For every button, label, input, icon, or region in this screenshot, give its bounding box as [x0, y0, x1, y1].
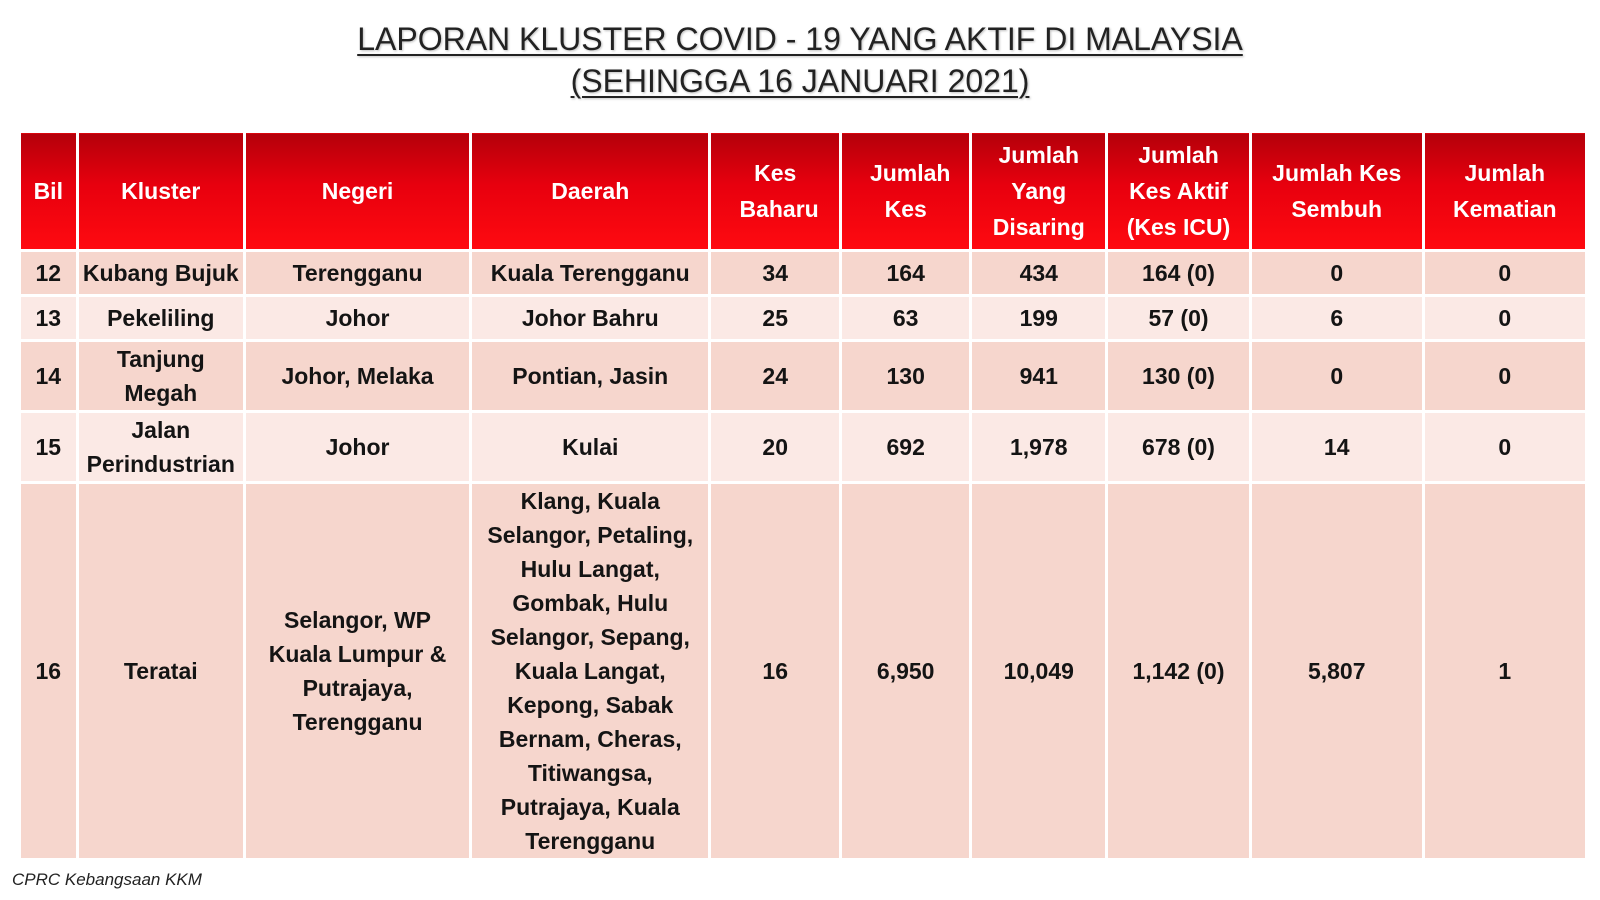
cell-jumlah-kes: 130: [840, 341, 970, 412]
cell-jumlah-aktif: 130 (0): [1107, 341, 1251, 412]
cell-bil: 14: [20, 341, 78, 412]
cell-jumlah-disaring: 1,978: [971, 412, 1107, 483]
cell-negeri: Johor: [245, 412, 471, 483]
cell-daerah: Klang, Kuala Selangor, Petaling, Hulu Langat, Gombak, Hulu Selangor, Sepang, Kuala Langat, Kepong, Sabak Bernam, Cheras, Titiwangsa, Putrajaya, Kuala Terengganu: [471, 483, 710, 860]
table-row: [20, 296, 1587, 341]
header-jumlah-kes: Jumlah Kes: [840, 132, 970, 251]
cell-daerah: Kulai: [471, 412, 710, 483]
cell-negeri: Johor: [245, 296, 471, 341]
cell-jumlah-sembuh: 6: [1250, 296, 1423, 341]
header-bil: Bil: [20, 132, 78, 251]
header-jumlah-sembuh: Jumlah Kes Sembuh: [1250, 132, 1423, 251]
cell-kes-baharu: 20: [710, 412, 840, 483]
cell-bil: 12: [20, 251, 78, 296]
cell-kluster: Teratai: [77, 483, 244, 860]
cluster-table: [18, 130, 1588, 861]
source-caption: CPRC Kebangsaan KKM: [12, 870, 202, 889]
cell-kes-baharu: 24: [710, 341, 840, 412]
header-jumlah-disaring: Jumlah Yang Disaring: [971, 132, 1107, 251]
header-daerah: Daerah: [471, 132, 710, 251]
cell-bil: 15: [20, 412, 78, 483]
cell-jumlah-kematian: 0: [1423, 341, 1586, 412]
report-title: [0, 18, 1600, 102]
cell-jumlah-kes: 6,950: [840, 483, 970, 860]
cell-bil: 13: [20, 296, 78, 341]
cell-jumlah-aktif: 678 (0): [1107, 412, 1251, 483]
cell-kluster: Jalan Perindustrian: [77, 412, 244, 483]
cell-kes-baharu: 25: [710, 296, 840, 341]
cell-negeri: Johor, Melaka: [245, 341, 471, 412]
cell-kluster: Tanjung Megah: [77, 341, 244, 412]
cell-jumlah-sembuh: 14: [1250, 412, 1423, 483]
table-header-row: [20, 132, 1587, 251]
cell-negeri: Selangor, WP Kuala Lumpur & Putrajaya, Terengganu: [245, 483, 471, 860]
cell-daerah: Pontian, Jasin: [471, 341, 710, 412]
cell-jumlah-aktif: 57 (0): [1107, 296, 1251, 341]
cell-jumlah-aktif: 1,142 (0): [1107, 483, 1251, 860]
report-title-line-1: LAPORAN KLUSTER COVID - 19 YANG AKTIF DI MALAYSIA: [357, 21, 1243, 57]
cell-jumlah-kematian: 1: [1423, 483, 1586, 860]
cell-jumlah-sembuh: 0: [1250, 251, 1423, 296]
cell-jumlah-kes: 164: [840, 251, 970, 296]
cell-jumlah-kematian: 0: [1423, 412, 1586, 483]
cell-jumlah-kes: 63: [840, 296, 970, 341]
table-row: [20, 483, 1587, 860]
table-row: [20, 341, 1587, 412]
header-negeri: Negeri: [245, 132, 471, 251]
table-row: [20, 412, 1587, 483]
cell-jumlah-kematian: 0: [1423, 296, 1586, 341]
header-kluster: Kluster: [77, 132, 244, 251]
header-jumlah-aktif: Jumlah Kes Aktif (Kes ICU): [1107, 132, 1251, 251]
cell-jumlah-disaring: 199: [971, 296, 1107, 341]
cell-jumlah-aktif: 164 (0): [1107, 251, 1251, 296]
cell-bil: 16: [20, 483, 78, 860]
cell-jumlah-disaring: 10,049: [971, 483, 1107, 860]
cell-kluster: Pekeliling: [77, 296, 244, 341]
cell-daerah: Kuala Terengganu: [471, 251, 710, 296]
cell-daerah: Johor Bahru: [471, 296, 710, 341]
cell-jumlah-disaring: 941: [971, 341, 1107, 412]
cell-kluster: Kubang Bujuk: [77, 251, 244, 296]
header-kes-baharu: Kes Baharu: [710, 132, 840, 251]
table-row: [20, 251, 1587, 296]
cell-negeri: Terengganu: [245, 251, 471, 296]
header-jumlah-kematian: Jumlah Kematian: [1423, 132, 1586, 251]
cell-jumlah-sembuh: 5,807: [1250, 483, 1423, 860]
cell-kes-baharu: 16: [710, 483, 840, 860]
report-title-line-2: (SEHINGGA 16 JANUARI 2021): [570, 63, 1030, 99]
cell-jumlah-kes: 692: [840, 412, 970, 483]
cell-jumlah-kematian: 0: [1423, 251, 1586, 296]
cell-kes-baharu: 34: [710, 251, 840, 296]
cell-jumlah-sembuh: 0: [1250, 341, 1423, 412]
cell-jumlah-disaring: 434: [971, 251, 1107, 296]
